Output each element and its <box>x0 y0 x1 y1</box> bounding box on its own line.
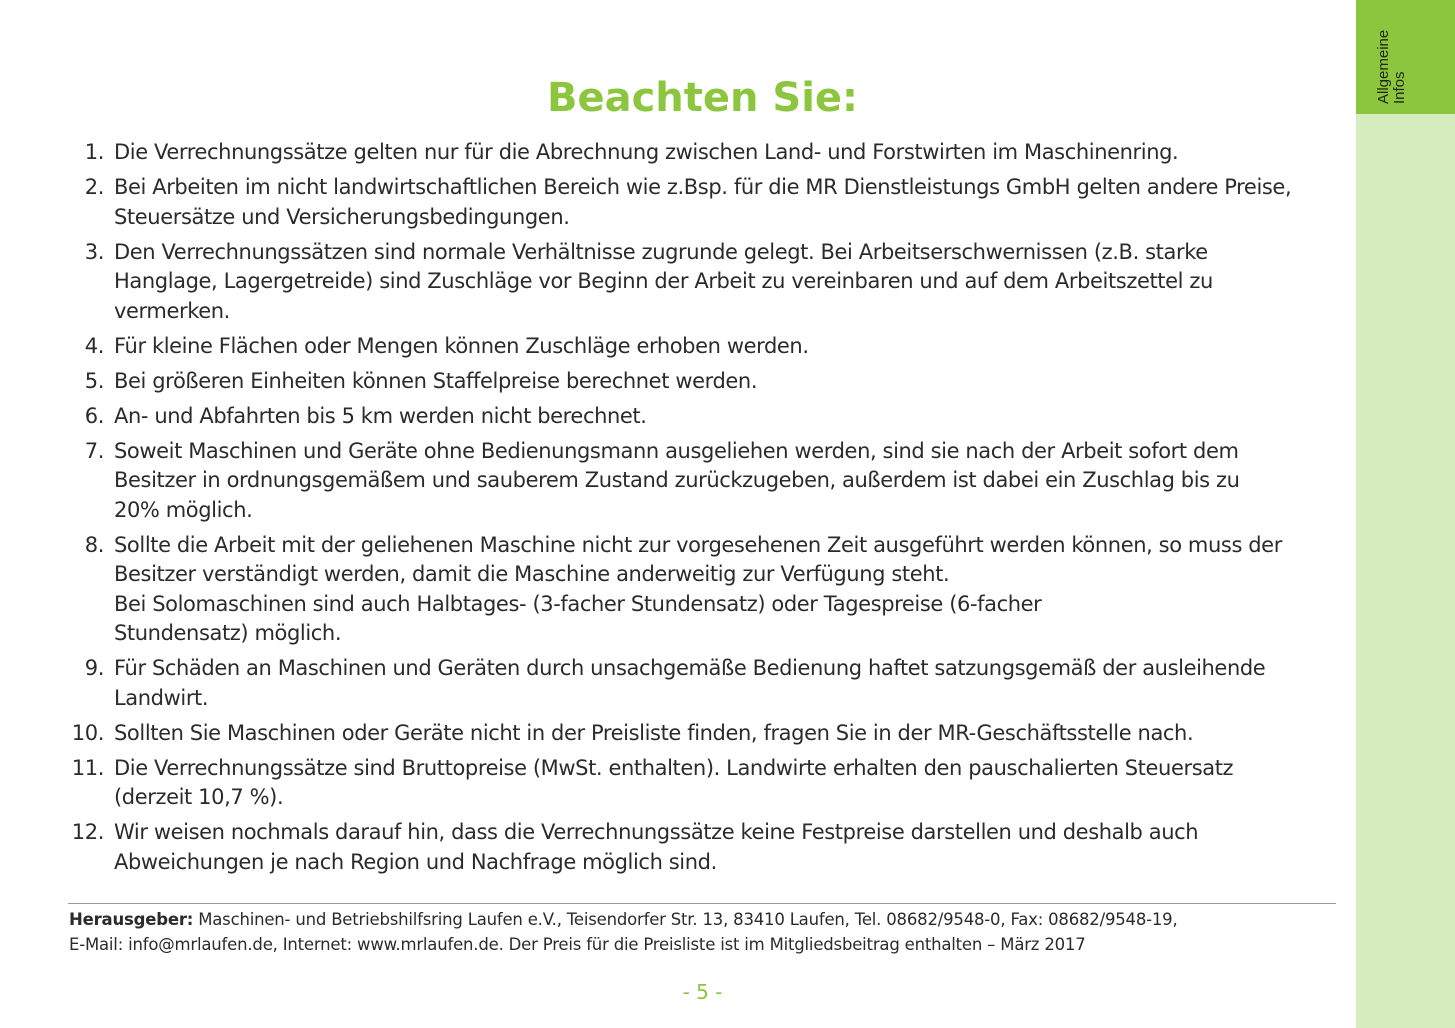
publisher-line-2: E-Mail: info@mrlaufen.de, Internet: www.mrlaufen.de. Der Preis für die Preisliste ist im Mitgliedsbeitrag enthalten – März 2017 <box>69 935 1086 954</box>
side-tab-label-line1: Allgemeine <box>1375 29 1392 104</box>
publisher-line-1 <box>69 907 1349 932</box>
note-number: 6. <box>84 403 104 428</box>
note-item-8 <box>66 531 1356 649</box>
note-item-7 <box>66 437 1356 526</box>
note-number: 2. <box>84 175 104 199</box>
note-item-5 <box>66 367 1356 397</box>
note-text: Bei größeren Einheiten können Staffelpreise berechnet werden. <box>114 368 758 393</box>
publisher-label: Herausgeber: <box>69 910 194 929</box>
note-text: Bei Arbeiten im nicht landwirtschaftlichen Bereich wie z.Bsp. für die MR Dienstleistungs GmbH gelten andere Preise, Steuersätze und Versicherungsbedingungen. <box>114 175 1292 229</box>
note-text: Soweit Maschinen und Geräte ohne Bedienungsmann ausgeliehen werden, sind sie nach der Arbeit sofort dem Besitzer in ordnungsgemäßem und sauberem Zustand zurückzugeben, außerdem ist dabei ein Zuschlag bis zu 20% möglich. <box>114 438 1240 522</box>
note-number: 4. <box>84 333 104 358</box>
section-side-tab[interactable] <box>1356 0 1455 1028</box>
note-number: 8. <box>84 532 104 557</box>
note-text-continued: Bei Solomaschinen sind auch Halbtages- (3-facher Stundensatz) oder Tagespreise (6-facher Stundensatz) möglich. <box>114 591 1042 645</box>
note-item-10 <box>66 719 1356 749</box>
note-text: Die Verrechnungssätze sind Bruttopreise (MwSt. enthalten). Landwirte erhalten den pauschalierten Steuersatz (derzeit 10,7 %). <box>114 755 1234 809</box>
note-text: Sollten Sie Maschinen oder Geräte nicht in der Preisliste finden, fragen Sie in der MR-Geschäftsstelle nach. <box>114 720 1194 745</box>
note-text: Sollte die Arbeit mit der geliehenen Maschine nicht zur vorgesehenen Zeit ausgeführt werden können, so muss der Besitzer verständigt werden, damit die Maschine anderweitig zur Verfügung steht. <box>114 532 1282 586</box>
note-number: 10. <box>71 720 104 745</box>
footer-divider <box>68 903 1336 904</box>
publisher-info <box>69 907 1349 957</box>
note-item-11 <box>66 754 1356 813</box>
note-number: 1. <box>84 140 104 164</box>
note-item-12 <box>66 818 1356 877</box>
note-number: 9. <box>84 656 104 680</box>
note-number: 3. <box>84 239 104 264</box>
note-text: Wir weisen nochmals darauf hin, dass die Verrechnungssätze keine Festpreise darstellen und deshalb auch Abweichungen je nach Region und Nachfrage möglich sind. <box>114 820 1199 874</box>
notes-list <box>66 138 1356 883</box>
note-text: Die Verrechnungssätze gelten nur für die Abrechnung zwischen Land- und Forstwirten im Maschinenring. <box>114 140 1179 164</box>
note-item-6 <box>66 402 1356 432</box>
note-text: Den Verrechnungssätzen sind normale Verhältnisse zugrunde gelegt. Bei Arbeitserschwernissen (z.B. starke Hanglage, Lagergetreide) sind Zuschläge vor Beginn der Arbeit zu vereinbaren und auf dem Arbeitszettel zu vermerken. <box>114 239 1213 323</box>
note-item-2 <box>66 173 1356 232</box>
page-title: Beachten Sie: <box>546 75 859 121</box>
note-number: 11. <box>71 755 104 780</box>
note-number: 5. <box>84 368 104 393</box>
note-number: 12. <box>71 820 104 844</box>
publisher-address: Maschinen- und Betriebshilfsring Laufen e.V., Teisendorfer Str. 13, 83410 Laufen, Tel. 08682/9548-0, Fax: 08682/9548-19, <box>198 910 1178 929</box>
note-item-3 <box>66 238 1356 327</box>
note-item-1 <box>66 138 1356 168</box>
note-item-4 <box>66 332 1356 362</box>
note-text: An- und Abfahrten bis 5 km werden nicht berechnet. <box>114 403 647 428</box>
page-number: - 5 - <box>682 980 723 1004</box>
note-number: 7. <box>84 438 104 463</box>
side-tab-label-line2: Infos <box>1391 71 1408 104</box>
note-text: Für kleine Flächen oder Mengen können Zuschläge erhoben werden. <box>114 333 809 358</box>
note-item-9 <box>66 654 1356 713</box>
note-text: Für Schäden an Maschinen und Geräten durch unsachgemäße Bedienung haftet satzungsgemäß der ausleihende Landwirt. <box>114 656 1266 710</box>
